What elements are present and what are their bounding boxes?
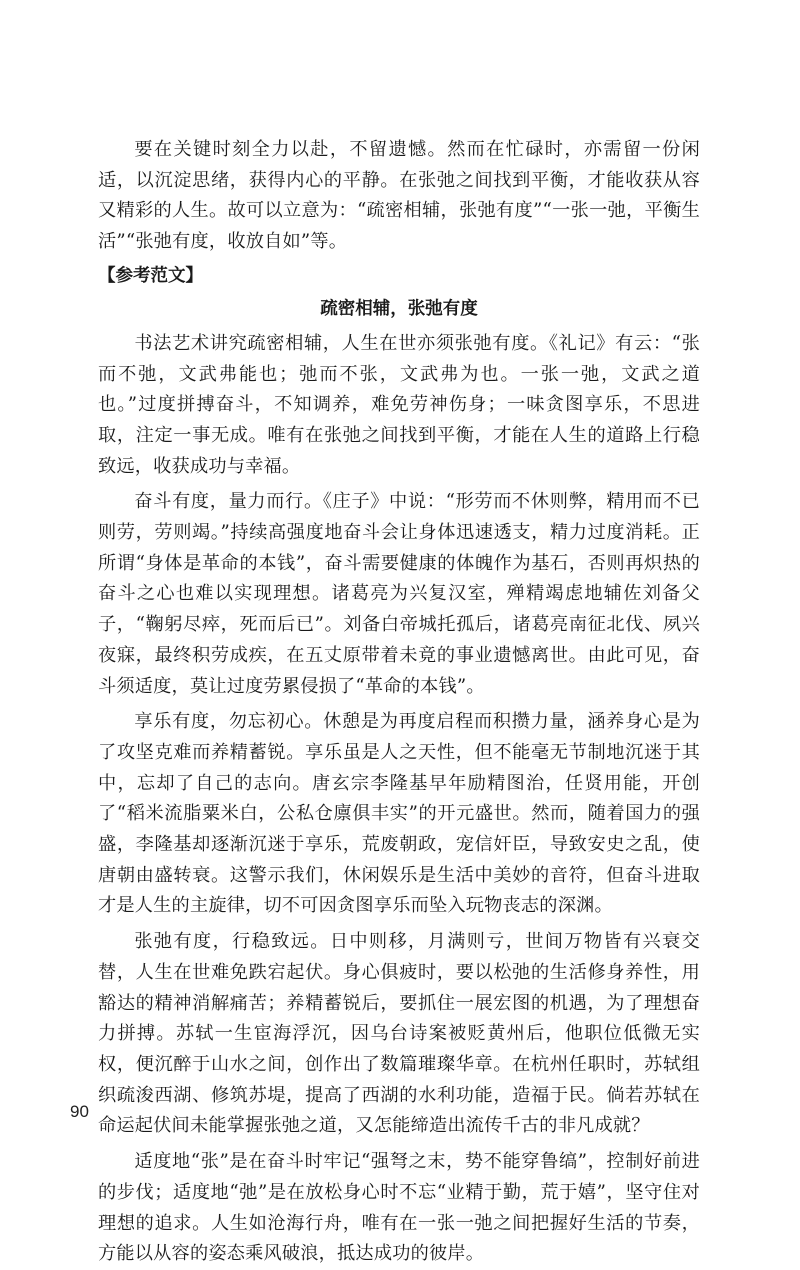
page-number: 90: [70, 1102, 89, 1121]
essay-paragraph-2: 奋斗有度，量力而行。《庄子》中说：“形劳而不休则弊，精用而不已则劳，劳则竭。”持续高强度地奋斗会让身体迅速透支，精力过度消耗。正所谓“身体是革命的本钱”，奋斗需要健康的体魄作为基石，否则再炽热的奋斗之心也难以实现理想。诸葛亮为兴复汉室，殚精竭虑地辅佐刘备父子，“鞠躬尽瘁，死而后已”。刘备白帝城托孤后，诸葛亮南征北伐、夙兴夜寐，最终积劳成疾，在五丈原带着未竟的事业遗憾离世。由此可见，奋斗须适度，莫让过度劳累侵损了“革命的本钱”。: [98, 491, 700, 697]
section-label: 【参考范文】: [98, 265, 203, 286]
essay-title: 疏密相辅，张弛有度: [320, 298, 478, 319]
page-content: [98, 135, 700, 1270]
essay-paragraph-1: 书法艺术讲究疏密相辅，人生在世亦须张弛有度。《礼记》有云：“张而不弛，文武弗能也；弛而不张，文武弗为也。一张一弛，文武之道也。”过度拼搏奋斗，不知调养，难免劳神伤身；一味贪图享乐，不思进取，注定一事无成。唯有在张弛之间找到平衡，才能在人生的道路上行稳致远，收获成功与幸福。: [98, 332, 700, 477]
essay-paragraph-4: 张弛有度，行稳致远。日中则移，月满则亏，世间万物皆有兴衰交替，人生在世难免跌宕起伏。身心俱疲时，要以松弛的生活修身养性，用豁达的精神消解痛苦；养精蓄锐后，要抓住一展宏图的机遇，为了理想奋力拼搏。苏轼一生宦海浮沉，因乌台诗案被贬黄州后，他职位低微无实权，便沉醉于山水之间，创作出了数篇璀璨华章。在杭州任职时，苏轼组织疏浚西湖、修筑苏堤，提高了西湖的水利功能，造福于民。倘若苏轼在命运起伏间未能掌握张弛之道，又怎能缔造出流传千古的非凡成就？: [98, 931, 700, 1137]
intro-paragraph: 要在关键时刻全力以赴，不留遗憾。然而在忙碌时，亦需留一份闲适，以沉淀思绪，获得内心的平静。在张弛之间找到平衡，才能收获从容又精彩的人生。故可以立意为：“疏密相辅，张弛有度”“一张一弛，平衡生活”“张弛有度，收放自如”等。: [98, 139, 700, 253]
essay-paragraph-3: 享乐有度，勿忘初心。休憩是为再度启程而积攒力量，涵养身心是为了攻坚克难而养精蓄锐。享乐虽是人之天性，但不能毫无节制地沉迷于其中，忘却了自己的志向。唐玄宗李隆基早年励精图治，任贤用能，开创了“稻米流脂粟米白，公私仓廪俱丰实”的开元盛世。然而，随着国力的强盛，李隆基却逐渐沉迷于享乐，荒废朝政，宠信奸臣，导致安史之乱，使唐朝由盛转衰。这警示我们，休闲娱乐是生活中美妙的音符，但奋斗进取才是人生的主旋律，切不可因贪图享乐而坠入玩物丧志的深渊。: [98, 711, 700, 917]
essay-paragraph-5: 适度地“张”是在奋斗时牢记“强弩之末，势不能穿鲁缟”，控制好前进的步伐；适度地“弛”是在放松身心时不忘“业精于勤，荒于嬉”，坚守住对理想的追求。人生如沧海行舟，唯有在一张一弛之间把握好生活的节奏，方能以从容的姿态乘风破浪，抵达成功的彼岸。: [98, 1151, 700, 1265]
